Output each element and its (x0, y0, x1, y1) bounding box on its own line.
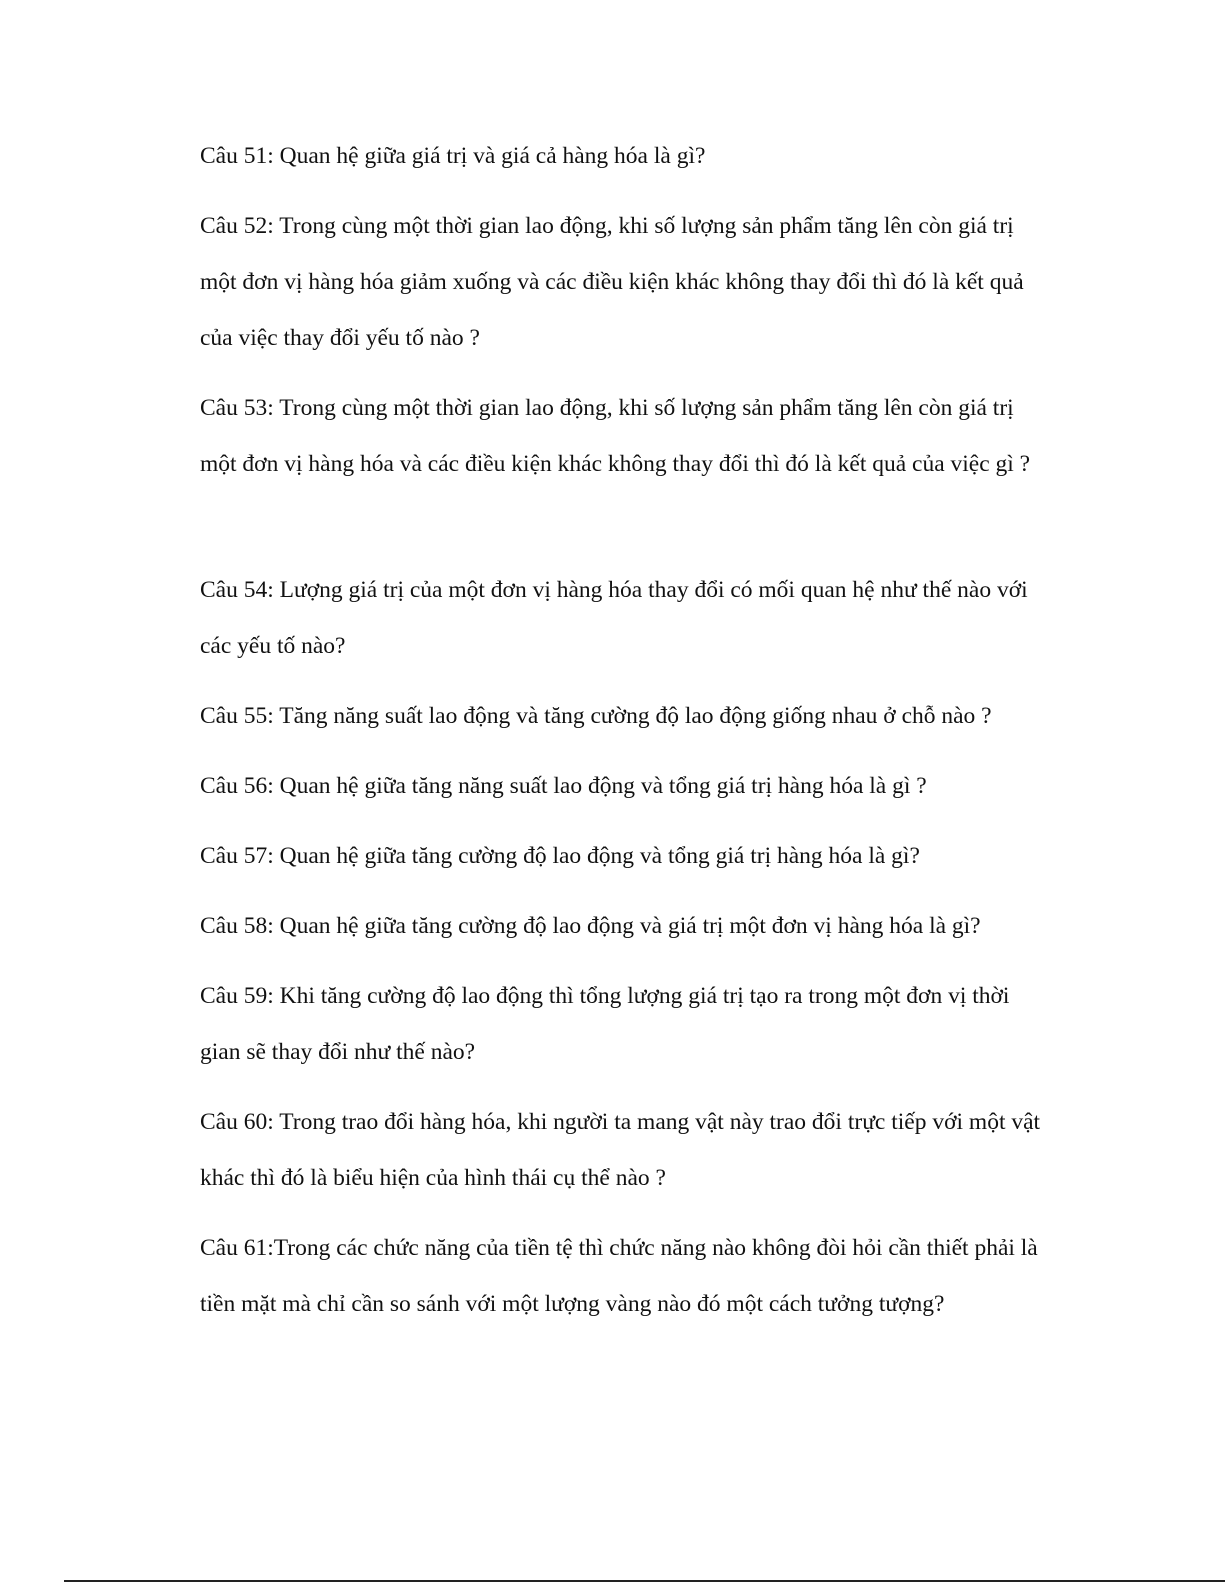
question-54: Câu 54: Lượng giá trị của một đơn vị hàng hóa thay đổi có mối quan hệ như thế nào với các yếu tố nào? (200, 577, 1028, 659)
question-55: Câu 55: Tăng năng suất lao động và tăng cường độ lao động giống nhau ở chỗ nào ? (200, 703, 992, 729)
question-51: Câu 51: Quan hệ giữa giá trị và giá cả hàng hóa là gì? (200, 143, 706, 169)
page-bottom-border (64, 1580, 1225, 1582)
question-list (200, 128, 1045, 1346)
question-58: Câu 58: Quan hệ giữa tăng cường độ lao động và giá trị một đơn vị hàng hóa là gì? (200, 913, 981, 939)
question-56: Câu 56: Quan hệ giữa tăng năng suất lao động và tổng giá trị hàng hóa là gì ? (200, 773, 927, 799)
question-52: Câu 52: Trong cùng một thời gian lao động, khi số lượng sản phẩm tăng lên còn giá trị một đơn vị hàng hóa giảm xuống và các điều kiện khác không thay đổi thì đó là kết quả của việc thay đổi yếu tố nào ? (200, 213, 1024, 351)
question-59: Câu 59: Khi tăng cường độ lao động thì tổng lượng giá trị tạo ra trong một đơn vị thời gian sẽ thay đổi như thế nào? (200, 983, 1010, 1065)
question-57: Câu 57: Quan hệ giữa tăng cường độ lao động và tổng giá trị hàng hóa là gì? (200, 843, 920, 869)
question-53: Câu 53: Trong cùng một thời gian lao động, khi số lượng sản phẩm tăng lên còn giá trị một đơn vị hàng hóa và các điều kiện khác không thay đổi thì đó là kết quả của việc gì ? (200, 395, 1031, 477)
question-61: Câu 61:Trong các chức năng của tiền tệ thì chức năng nào không đòi hỏi cần thiết phải là tiền mặt mà chỉ cần so sánh với một lượng vàng nào đó một cách tưởng tượng? (200, 1235, 1038, 1317)
question-60: Câu 60: Trong trao đổi hàng hóa, khi người ta mang vật này trao đổi trực tiếp với một vật khác thì đó là biểu hiện của hình thái cụ thể nào ? (200, 1109, 1041, 1191)
